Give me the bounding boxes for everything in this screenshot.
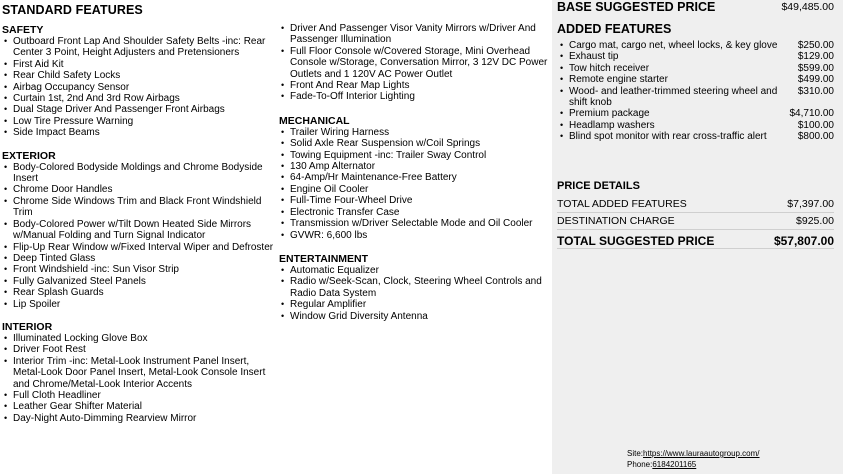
section-title-entertainment: ENTERTAINMENT bbox=[279, 252, 369, 265]
added-feature-label: • Wood- and leather-trimmed steering wheel and shift knob bbox=[557, 86, 779, 109]
site-label: Site: bbox=[627, 449, 644, 458]
section-title-safety: SAFETY bbox=[2, 24, 44, 36]
safety-list bbox=[2, 36, 274, 139]
feature-item: • Full Cloth Headliner bbox=[2, 390, 274, 401]
standard-features-title: STANDARD FEATURES bbox=[2, 3, 143, 17]
feature-item: • Body-Colored Power w/Tilt Down Heated Side Mirrors w/Manual Folding and Turn Signal Indicator bbox=[2, 219, 274, 242]
section-mechanical bbox=[279, 115, 549, 241]
added-feature-label: • Remote engine starter bbox=[557, 74, 779, 85]
section-interior-continued bbox=[279, 23, 549, 103]
feature-item: • Airbag Occupancy Sensor bbox=[2, 82, 274, 93]
added-feature-label: • Headlamp washers bbox=[557, 120, 779, 131]
feature-item: • Window Grid Diversity Antenna bbox=[279, 311, 549, 322]
total-suggested-price-value: $57,807.00 bbox=[773, 234, 834, 248]
feature-item: • Towing Equipment -inc: Trailer Sway Control bbox=[279, 150, 549, 161]
total-suggested-price-row bbox=[557, 234, 834, 248]
added-feature-label: • Premium package bbox=[557, 108, 779, 119]
site-line bbox=[627, 448, 760, 459]
feature-item: • Illuminated Locking Glove Box bbox=[2, 333, 274, 344]
feature-item: • Automatic Equalizer bbox=[279, 265, 549, 276]
interior-list bbox=[2, 333, 274, 424]
feature-item: • Rear Child Safety Locks bbox=[2, 70, 274, 81]
destination-charge-label: DESTINATION CHARGE bbox=[557, 215, 675, 227]
entertainment-list bbox=[279, 265, 549, 322]
feature-item: • Driver Foot Rest bbox=[2, 344, 274, 355]
section-safety bbox=[2, 24, 274, 139]
added-features-list bbox=[557, 40, 834, 143]
feature-item: • First Aid Kit bbox=[2, 59, 274, 70]
added-feature-row bbox=[557, 108, 834, 119]
feature-item: • Front Windshield -inc: Sun Visor Strip bbox=[2, 264, 274, 275]
phone-line bbox=[627, 459, 760, 470]
section-title-interior: INTERIOR bbox=[2, 320, 53, 333]
interior-continued-list bbox=[279, 23, 549, 103]
feature-item: • Deep Tinted Glass bbox=[2, 253, 274, 264]
feature-item: • Engine Oil Cooler bbox=[279, 184, 549, 195]
section-interior bbox=[2, 321, 274, 424]
section-title-mechanical: MECHANICAL bbox=[279, 114, 350, 127]
added-feature-label: • Blind spot monitor with rear cross-traffic alert bbox=[557, 131, 779, 142]
feature-item: • Trailer Wiring Harness bbox=[279, 127, 549, 138]
base-price-value: $49,485.00 bbox=[781, 1, 834, 13]
total-suggested-price-label: TOTAL SUGGESTED PRICE bbox=[557, 234, 715, 248]
exterior-list bbox=[2, 162, 274, 310]
added-feature-price: $499.00 bbox=[797, 74, 834, 86]
added-feature-row bbox=[557, 120, 834, 131]
added-feature-price: $310.00 bbox=[797, 85, 834, 97]
added-feature-row bbox=[557, 51, 834, 62]
divider bbox=[557, 229, 834, 230]
features-column-middle bbox=[279, 23, 549, 334]
feature-item: • 130 Amp Alternator bbox=[279, 161, 549, 172]
feature-item: • Front And Rear Map Lights bbox=[279, 80, 549, 91]
base-price-row bbox=[557, 0, 834, 16]
destination-charge-value: $925.00 bbox=[796, 215, 834, 227]
feature-item: • Fade-To-Off Interior Lighting bbox=[279, 91, 549, 102]
phone-link[interactable]: 6184201165 bbox=[652, 460, 697, 469]
feature-item: • Solid Axle Rear Suspension w/Coil Springs bbox=[279, 138, 549, 149]
divider bbox=[557, 248, 834, 249]
feature-item: • Driver And Passenger Visor Vanity Mirrors w/Driver And Passenger Illumination bbox=[279, 23, 549, 46]
added-feature-label: • Exhaust tip bbox=[557, 51, 779, 62]
feature-item: • Chrome Side Windows Trim and Black Front Windshield Trim bbox=[2, 196, 274, 219]
added-feature-price: $100.00 bbox=[797, 119, 834, 131]
dealer-contact bbox=[627, 448, 760, 470]
added-feature-price: $129.00 bbox=[797, 51, 834, 63]
section-entertainment bbox=[279, 253, 549, 322]
added-feature-row bbox=[557, 86, 834, 109]
features-column-left bbox=[2, 24, 274, 435]
added-feature-price: $250.00 bbox=[797, 40, 834, 51]
feature-item: • Side Impact Beams bbox=[2, 127, 274, 138]
total-added-features-label: TOTAL ADDED FEATURES bbox=[557, 198, 687, 210]
feature-item: • Regular Amplifier bbox=[279, 299, 549, 310]
added-features-title: ADDED FEATURES bbox=[557, 22, 672, 36]
feature-item: • Flip-Up Rear Window w/Fixed Interval Wiper and Defroster bbox=[2, 242, 274, 253]
feature-item: • Body-Colored Bodyside Moldings and Chrome Bodyside Insert bbox=[2, 162, 274, 185]
total-added-features-value: $7,397.00 bbox=[787, 198, 834, 210]
added-feature-row bbox=[557, 131, 834, 142]
phone-label: Phone: bbox=[627, 460, 653, 469]
feature-item: • Curtain 1st, 2nd And 3rd Row Airbags bbox=[2, 93, 274, 104]
section-exterior bbox=[2, 150, 274, 310]
mechanical-list bbox=[279, 127, 549, 241]
section-title-exterior: EXTERIOR bbox=[2, 149, 56, 162]
added-feature-row bbox=[557, 74, 834, 85]
feature-item: • 64-Amp/Hr Maintenance-Free Battery bbox=[279, 172, 549, 183]
feature-item: • Dual Stage Driver And Passenger Front Airbags bbox=[2, 104, 274, 115]
added-feature-price: $800.00 bbox=[797, 131, 834, 143]
pricing-panel bbox=[552, 0, 843, 474]
feature-item: • Outboard Front Lap And Shoulder Safety Belts -inc: Rear Center 3 Point, Height Adjusters and Pretensioners bbox=[2, 36, 274, 59]
feature-item: • Fully Galvanized Steel Panels bbox=[2, 276, 274, 287]
added-feature-label: • Cargo mat, cargo net, wheel locks, & key glove bbox=[557, 40, 779, 51]
added-feature-label: • Tow hitch receiver bbox=[557, 63, 779, 74]
feature-item: • Interior Trim -inc: Metal-Look Instrument Panel Insert, Metal-Look Door Panel Insert, Metal-Look Console Insert and Chrome/Metal-Look Interior Accents bbox=[2, 356, 274, 390]
feature-item: • Lip Spoiler bbox=[2, 299, 274, 310]
feature-item: • Rear Splash Guards bbox=[2, 287, 274, 298]
destination-charge-row bbox=[557, 215, 834, 227]
divider bbox=[557, 212, 834, 213]
added-feature-row bbox=[557, 63, 834, 74]
feature-item: • Transmission w/Driver Selectable Mode and Oil Cooler bbox=[279, 218, 549, 229]
feature-item: • Leather Gear Shifter Material bbox=[2, 401, 274, 412]
feature-item: • Chrome Door Handles bbox=[2, 184, 274, 195]
added-feature-row bbox=[557, 40, 834, 51]
feature-item: • Electronic Transfer Case bbox=[279, 207, 549, 218]
total-added-features-row bbox=[557, 198, 834, 210]
feature-item: • GVWR: 6,600 lbs bbox=[279, 230, 549, 241]
added-feature-price: $4,710.00 bbox=[789, 108, 834, 120]
feature-item: • Day-Night Auto-Dimming Rearview Mirror bbox=[2, 413, 274, 424]
price-details-title: PRICE DETAILS bbox=[557, 180, 640, 192]
feature-item: • Full Floor Console w/Covered Storage, Mini Overhead Console w/Storage, Conversation Mirror, 3 12V DC Power Outlets and 1 120V AC Power Outlet bbox=[279, 46, 549, 80]
feature-item: • Low Tire Pressure Warning bbox=[2, 116, 274, 127]
site-link[interactable]: https://www.lauraautogroup.com/ bbox=[643, 449, 760, 458]
base-price-label: BASE SUGGESTED PRICE bbox=[557, 0, 716, 14]
feature-item: • Full-Time Four-Wheel Drive bbox=[279, 195, 549, 206]
feature-item: • Radio w/Seek-Scan, Clock, Steering Wheel Controls and Radio Data System bbox=[279, 276, 549, 299]
added-feature-price: $599.00 bbox=[797, 62, 834, 74]
